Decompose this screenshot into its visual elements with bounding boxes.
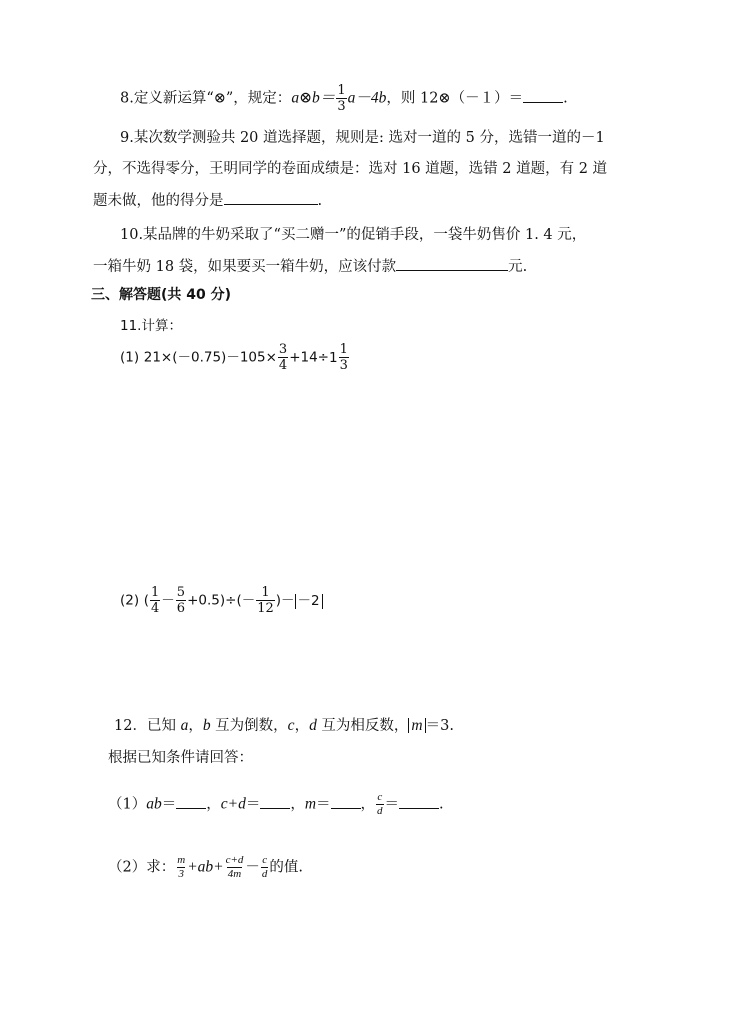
q12-p1-blank-cd-ratio[interactable] [399,794,439,809]
q11-p2-f2-den: 6 [176,601,186,616]
question-11-label: 11.计算： [120,318,182,334]
q12-var-d: d [309,717,317,734]
q8-prefix: 8.定义新运算“⊗”，规定： [120,90,292,107]
q9-line3-prefix: 题未做，他的得分是 [93,193,224,209]
q11-p1-mixed-num: 1 [339,342,348,357]
question-12-part-1 [108,792,444,817]
q11-p2-mid: +0.5)÷(－ [187,592,256,609]
q12-p1-eq-4: ＝ [384,796,400,813]
q12-p2-fraction-3 [261,855,269,880]
q12-comma-1: ， [188,718,203,734]
question-11-part-1 [120,343,350,372]
q12-p2-f1-den: 3 [178,868,184,880]
q12-p1-eq-3: ＝ [316,796,331,813]
q11-p2-minus: － [161,592,175,609]
question-12-part-2 [108,855,303,880]
q12-p1-eq-1: ＝ [161,796,177,813]
q9-answer-blank[interactable] [224,190,318,205]
q8-end: . [563,90,568,107]
q11-p2-f2-num: 5 [176,585,186,600]
q11-p1-frac-den: 4 [278,358,288,373]
q12-p2-end: 的值. [269,859,304,876]
q12-p1-frac-num: c [377,791,383,803]
q12-abs-m: m [408,718,425,733]
q12-p1-blank-cd[interactable] [260,794,290,809]
q11-p2-label: (2) [120,592,140,609]
q12-reciprocal-text: 互为倒数， [210,718,288,734]
q11-p2-fraction-3 [256,586,275,615]
q12-p2-f2-num: c+d [225,854,244,866]
q12-p1-ab: ab [146,795,162,813]
q8-answer-blank[interactable] [523,88,563,103]
q11-p2-f1-num: 1 [151,585,160,600]
q12-p2-f3-num: c [262,854,268,866]
q11-p2-close: )－ [275,592,295,609]
q8-def-lhs: a⊗b＝ [291,89,336,107]
q8-then: ，则 12⊗（－１）＝ [386,90,524,107]
q12-p1-sep-3: ， [360,796,376,813]
q12-p1-label: （1） [108,796,147,813]
q8-def-rhs: a－4b [347,89,387,107]
section-3-title: 三、解答题(共 40 分) [91,287,232,303]
q12-p2-f2-den: 4m [227,868,242,880]
question-9-line-2: 分，不选得零分，王明同学的卷面成绩是：选对 16 道题，选错 2 道题，有 2 道 [93,161,608,177]
q11-p2-f3-num: 1 [261,585,270,600]
q11-p2-f3-den: 12 [257,601,274,616]
q11-p2-abs-value: －2 [295,594,323,609]
q10-line2-end: 元. [508,259,528,275]
question-9-line-1: 9.某次数学测验共 20 道选择题，规则是: 选对一道的 5 分，选错一道的－1 [120,130,605,146]
q11-p2-open: ( [143,592,150,609]
q11-p1-fraction [278,343,288,372]
q12-p1-cd: c+d [220,795,246,813]
q12-p2-fraction-2 [225,855,245,880]
q11-p1-label: (1) [120,349,140,366]
question-8 [120,84,568,113]
question-9-line-3 [93,190,322,211]
q12-p2-fraction-1 [176,855,186,880]
q11-p2-fraction-2 [176,586,186,615]
q12-opposite-text: 互为相反数， [316,718,409,734]
q12-p1-end: . [439,796,444,813]
q12-p2-f1-num: m [177,854,186,866]
q9-line3-end: . [317,193,323,209]
q12-var-b: b [202,717,211,734]
q12-p1-sep-2: ， [290,796,305,813]
q8-frac-num: 1 [337,83,346,98]
q12-var-c: c [287,717,295,734]
q12-p2-label: （2）求： [108,859,176,876]
question-12-line-2: 根据已知条件请回答： [108,750,253,766]
q12-p1-blank-m[interactable] [331,794,361,809]
question-11-part-2 [120,586,323,615]
q8-frac-den: 3 [337,99,346,114]
q12-var-a: a [180,717,189,734]
q12-p1-blank-ab[interactable] [176,794,206,809]
q11-p2-f1-den: 4 [151,601,160,616]
q12-p1-eq-2: ＝ [245,796,261,813]
q12-p2-minus: － [245,859,260,876]
q12-comma-2: ， [294,718,310,734]
q12-p2-plus-ab: +ab+ [187,858,224,876]
q11-p1-expr-a: 21×(－0.75)－105× [143,349,277,366]
q12-p1-fraction [376,792,384,817]
q12-eq-3: ＝3. [425,718,454,734]
q10-answer-blank[interactable] [396,256,508,271]
q11-p1-mixed-den: 3 [339,358,348,373]
q11-p1-expr-b: +14÷ [289,349,329,366]
q12-line1-prefix: 12．已知 [114,718,181,734]
question-10-line-1: 10.某品牌的牛奶采取了“买二赠一”的促销手段，一袋牛奶售价 1. 4 元， [120,227,587,243]
question-12-line-1 [114,716,454,736]
q11-p2-fraction-1 [150,586,160,615]
q8-fraction [336,84,346,113]
q12-p1-frac-den: d [377,805,383,817]
q12-p2-f3-den: d [261,868,268,880]
q11-p1-frac-num: 3 [278,342,288,357]
q10-line2-prefix: 一箱牛奶 18 袋，如果要买一箱牛奶，应该付款 [93,259,397,275]
question-10-line-2 [93,256,527,277]
q11-p1-mixed-number [329,343,350,372]
q12-p1-m: m [304,795,317,813]
q11-p1-mixed-whole: 1 [329,349,338,366]
q12-p1-sep-1: ， [206,796,221,813]
q11-p1-mixed-fraction [339,343,349,372]
